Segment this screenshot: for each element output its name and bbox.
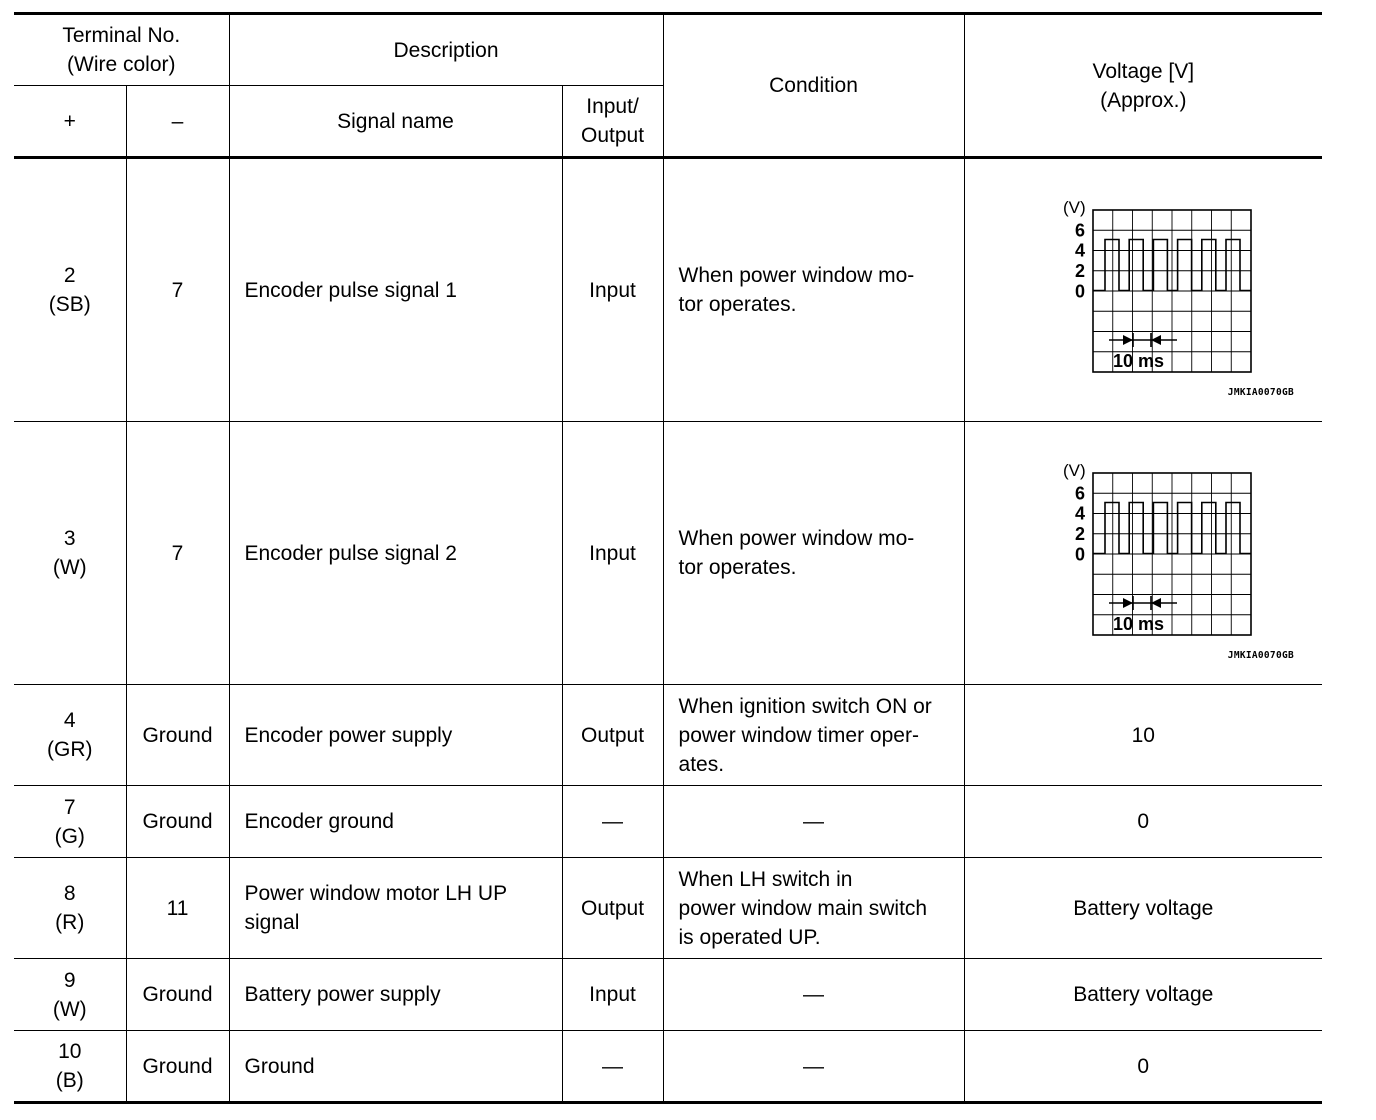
- terminal-cell: [14, 422, 126, 685]
- y-tick-label: 0: [1075, 544, 1086, 565]
- terminal-cell: [14, 685, 126, 786]
- table-row: [14, 959, 1322, 1031]
- wire-color: (G): [54, 824, 85, 848]
- condition-line: tor operates.: [678, 293, 797, 316]
- wire-color: (B): [55, 1069, 84, 1092]
- pulse-waveform-chart: [993, 453, 1293, 653]
- ground-cell: Ground: [126, 1031, 229, 1103]
- io-cell: Input: [562, 422, 663, 685]
- terminal-number: 3: [63, 527, 76, 550]
- signal-name-cell: Encoder ground: [229, 786, 562, 858]
- signal-name-cell: [229, 858, 562, 959]
- io-cell: —: [562, 1031, 663, 1103]
- terminal-number: 2: [63, 264, 76, 287]
- wire-color-label: (Wire color): [67, 53, 176, 76]
- signal-name-cell: Ground: [229, 1031, 562, 1103]
- y-tick-label: 6: [1075, 220, 1086, 241]
- wire-color: (GR): [47, 738, 93, 761]
- terminal-cell: [14, 858, 126, 959]
- unit-label: (V): [1063, 461, 1086, 480]
- condition-line: ates.: [678, 752, 725, 776]
- table-row: [14, 1031, 1322, 1103]
- signal-name-header: Signal name: [229, 86, 562, 158]
- table-row: [14, 422, 1322, 685]
- voltage-cell: 10: [964, 685, 1322, 786]
- condition-line: When ignition switch ON or: [678, 694, 932, 718]
- wire-color: (W): [52, 556, 87, 579]
- terminal-number: 7: [63, 795, 76, 819]
- plus-header: +: [14, 86, 126, 158]
- ground-cell: 11: [126, 858, 229, 959]
- io-cell: Input: [562, 158, 663, 422]
- description-header: Description: [229, 14, 663, 86]
- condition-cell: [663, 685, 964, 786]
- y-tick-label: 2: [1075, 524, 1086, 545]
- terminal-cell: [14, 1031, 126, 1103]
- io-label-line1: Input/: [586, 95, 639, 118]
- terminal-cell: [14, 158, 126, 422]
- y-tick-label: 0: [1075, 281, 1086, 302]
- terminal-no-header: [14, 14, 229, 86]
- input-output-header: [562, 86, 663, 158]
- figure-id: JMKIA0070GB: [1227, 650, 1295, 661]
- table-row: [14, 858, 1322, 959]
- io-label-line2: Output: [580, 124, 645, 147]
- voltage-cell: [964, 158, 1322, 422]
- ground-cell: Ground: [126, 685, 229, 786]
- figure-id: JMKIA0070GB: [1227, 387, 1295, 398]
- time-label: 10 ms: [1113, 614, 1165, 634]
- condition-header: Condition: [663, 14, 964, 158]
- voltage-cell: Battery voltage: [964, 858, 1322, 959]
- wire-color: (W): [52, 997, 87, 1021]
- terminal-number: 8: [63, 882, 76, 905]
- terminal-cell: [14, 959, 126, 1031]
- terminal-number: 10: [58, 1040, 82, 1063]
- minus-header: –: [126, 86, 229, 158]
- condition-line: tor operates.: [678, 556, 797, 579]
- condition-line: When LH switch in: [678, 867, 853, 891]
- signal-name-cell: Encoder power supply: [229, 685, 562, 786]
- y-tick-label: 6: [1075, 483, 1086, 504]
- voltage-cell: Battery voltage: [964, 959, 1322, 1031]
- y-tick-label: 2: [1075, 261, 1086, 282]
- signal-line: signal: [244, 911, 300, 934]
- io-cell: Input: [562, 959, 663, 1031]
- time-label: 10 ms: [1113, 351, 1165, 371]
- condition-line: When power window mo-: [678, 527, 915, 550]
- pulse-waveform-chart: [993, 190, 1293, 390]
- condition-line: When power window mo-: [678, 264, 915, 287]
- ground-cell: 7: [126, 158, 229, 422]
- time-arrowhead: [1123, 335, 1133, 345]
- table-row: [14, 685, 1322, 786]
- terminal-no-label: Terminal No.: [62, 24, 181, 47]
- condition-cell: [663, 422, 964, 685]
- terminal-cell: [14, 786, 126, 858]
- wire-color: (R): [55, 911, 85, 934]
- voltage-cell: 0: [964, 1031, 1322, 1103]
- io-cell: —: [562, 786, 663, 858]
- wire-color: (SB): [48, 293, 91, 316]
- condition-cell: [663, 158, 964, 422]
- signal-name-cell: Encoder pulse signal 1: [229, 158, 562, 422]
- signal-name-cell: Encoder pulse signal 2: [229, 422, 562, 685]
- condition-cell: —: [663, 1031, 964, 1103]
- ground-cell: Ground: [126, 786, 229, 858]
- y-tick-label: 4: [1075, 240, 1086, 261]
- condition-cell: [663, 858, 964, 959]
- ground-cell: Ground: [126, 959, 229, 1031]
- terminal-number: 4: [63, 709, 76, 732]
- condition-line: is operated UP.: [678, 925, 821, 949]
- approx-label: (Approx.): [1100, 88, 1187, 112]
- ground-cell: 7: [126, 422, 229, 685]
- condition-cell: —: [663, 786, 964, 858]
- condition-line: power window timer oper-: [678, 723, 919, 747]
- y-tick-label: 4: [1075, 503, 1086, 524]
- voltage-cell: 0: [964, 786, 1322, 858]
- voltage-cell: [964, 422, 1322, 685]
- signal-name-cell: Battery power supply: [229, 959, 562, 1031]
- io-cell: Output: [562, 858, 663, 959]
- header-row-1: [14, 14, 1322, 86]
- unit-label: (V): [1063, 198, 1086, 217]
- voltage-label: Voltage [V]: [1092, 59, 1195, 83]
- time-arrowhead: [1123, 598, 1133, 608]
- terminal-number: 9: [63, 968, 76, 992]
- table-row: [14, 786, 1322, 858]
- voltage-header: [964, 14, 1322, 158]
- condition-line: power window main switch: [678, 896, 928, 920]
- io-cell: Output: [562, 685, 663, 786]
- table-row: [14, 158, 1322, 422]
- condition-cell: —: [663, 959, 964, 1031]
- signal-line: Power window motor LH UP: [244, 882, 508, 905]
- terminal-voltage-table: [14, 12, 1322, 1104]
